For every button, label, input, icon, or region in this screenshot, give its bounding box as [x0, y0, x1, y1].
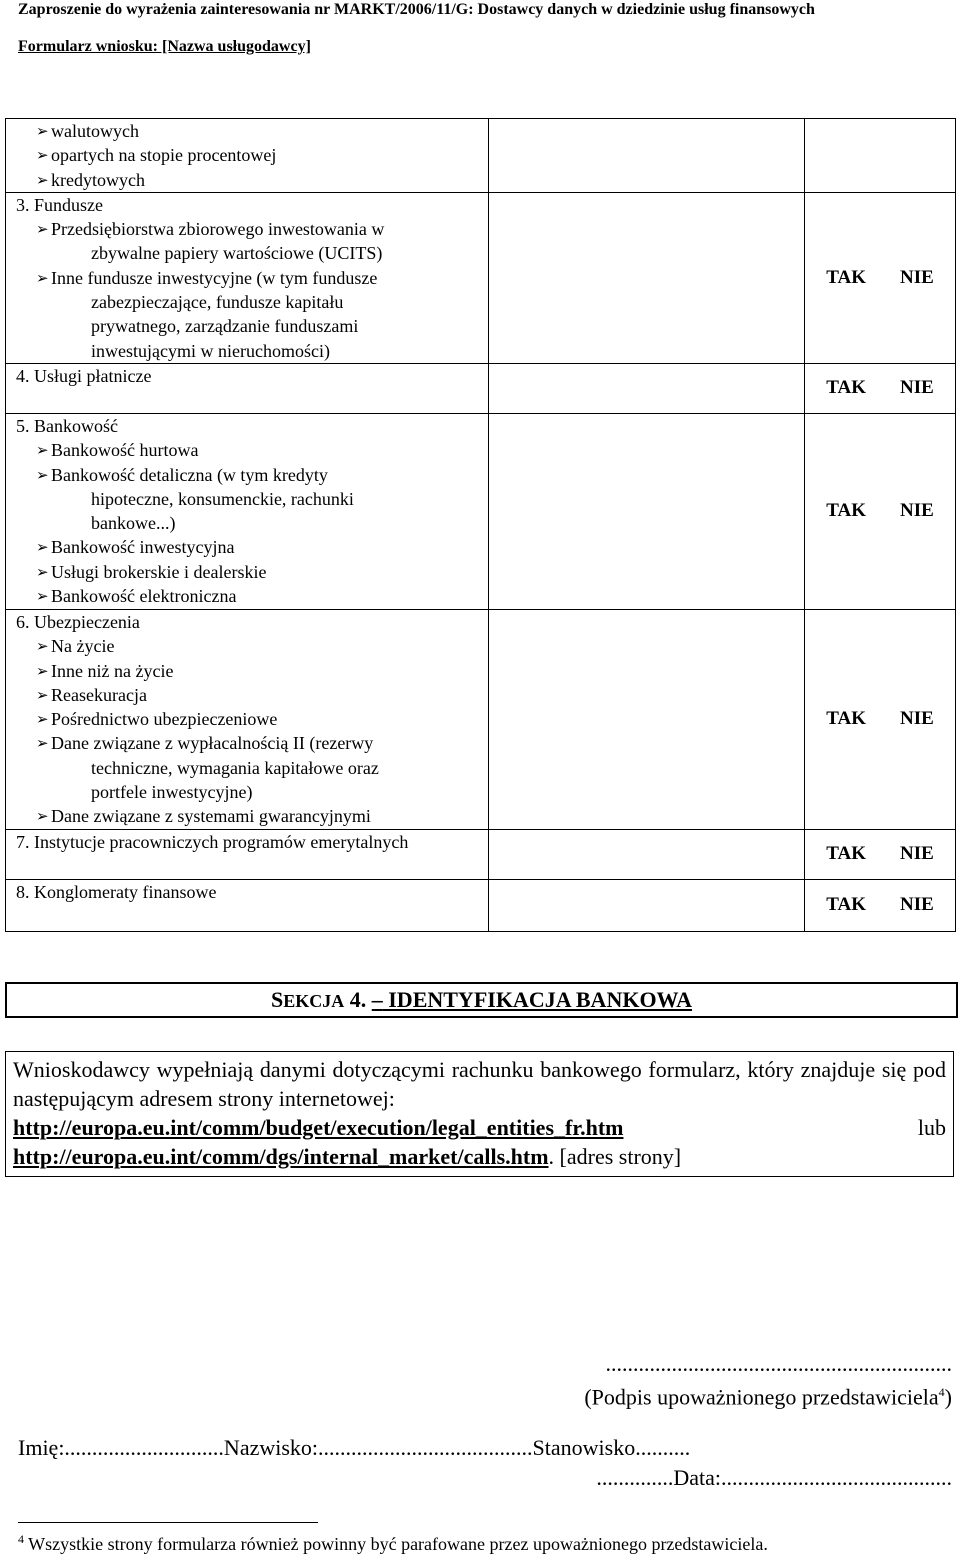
- section-title: IDENTYFIKACJA BANKOWA: [382, 987, 693, 1012]
- no-option[interactable]: NIE: [899, 377, 934, 399]
- list-item-cont: zabezpieczające, fundusze kapitału: [91, 292, 344, 313]
- or-text: lub: [917, 1115, 946, 1140]
- footnote-text: Wszystkie strony formularza również powinny być parafowane przez upoważnionego przedstawiciela.: [24, 1534, 768, 1554]
- table-row: [6, 413, 956, 609]
- list-item-cont: bankowe...): [91, 513, 176, 534]
- list-item: ➢ Na życie: [6, 634, 488, 658]
- list-item: ➢ Bankowość elektroniczna: [6, 584, 488, 608]
- list-item-cont: inwestującymi w nieruchomości): [91, 340, 330, 361]
- table-row: [6, 829, 956, 879]
- yes-no-cell[interactable]: [805, 609, 956, 829]
- list-item-cont: prywatnego, zarządzanie funduszami: [91, 316, 359, 337]
- list-item-cont: zbywalne papiery wartościowe (UCITS): [91, 243, 383, 264]
- section-dash: –: [371, 987, 383, 1012]
- no-option[interactable]: NIE: [899, 894, 934, 916]
- yes-option[interactable]: TAK: [826, 266, 866, 288]
- section-title: 7. Instytucje pracowniczych programów emerytalnych: [16, 831, 409, 852]
- section-title: 4. Usługi płatnicze: [16, 365, 152, 386]
- legal-entities-link[interactable]: http://europa.eu.int/comm/budget/execution/legal_entities_fr.htm: [13, 1115, 624, 1140]
- section-number: 4.: [344, 987, 372, 1012]
- list-item: ➢ Pośrednictwo ubezpieczeniowe: [6, 707, 488, 731]
- list-item-cont: portfele inwestycyjne): [91, 782, 253, 803]
- section-heading: [5, 982, 958, 1018]
- no-option[interactable]: NIE: [899, 500, 934, 522]
- yes-option[interactable]: TAK: [826, 500, 866, 522]
- categories-table: [5, 118, 956, 932]
- list-item: ➢ Inne niż na życie: [6, 659, 488, 683]
- yes-no-cell[interactable]: [805, 829, 956, 879]
- section-title: 5. Bankowość: [16, 415, 118, 436]
- bank-info-text: Wnioskodawcy wypełniają danymi dotyczącymi rachunku bankowego formularz, który znajduje się pod następującym adresem strony internetowej:: [13, 1057, 946, 1111]
- yes-no-cell[interactable]: [805, 363, 956, 413]
- yes-option[interactable]: TAK: [826, 708, 866, 730]
- list-item: ➢ Usługi brokerskie i dealerskie: [6, 560, 488, 584]
- list-item: ➢ kredytowych: [6, 168, 488, 192]
- yes-option[interactable]: TAK: [826, 843, 866, 865]
- list-item: ➢ Inne fundusze inwestycyjne (w tym fundusze: [6, 266, 488, 290]
- bank-info-box: [5, 1051, 954, 1177]
- footnote-number: 4: [18, 1532, 24, 1546]
- no-option[interactable]: NIE: [899, 266, 934, 288]
- footnote-separator: [18, 1522, 318, 1523]
- no-option[interactable]: NIE: [899, 708, 934, 730]
- table-row: [6, 363, 956, 413]
- signature-block: [584, 1350, 952, 1411]
- address-placeholder: . [adres strony]: [548, 1144, 682, 1169]
- list-item-cont: hipoteczne, konsumenckie, rachunki: [91, 488, 354, 509]
- section-prefix: S: [270, 987, 284, 1012]
- form-header-subtitle: Formularz wniosku: [Nazwa usługodawcy]: [18, 38, 311, 55]
- table-row: [6, 192, 956, 363]
- list-item: ➢ Dane związane z systemami gwarancyjnymi: [6, 804, 488, 828]
- section-title: 6. Ubezpieczenia: [16, 611, 140, 632]
- list-item: ➢ Bankowość detaliczna (w tym kredyty: [6, 463, 488, 487]
- list-item: ➢ Reasekuracja: [6, 683, 488, 707]
- list-item: ➢ Bankowość inwestycyjna: [6, 535, 488, 559]
- link-line-2: [13, 1142, 946, 1171]
- list-item: ➢ Bankowość hurtowa: [6, 438, 488, 462]
- yes-no-cell[interactable]: [805, 192, 956, 363]
- signatory-fields: [18, 1433, 952, 1493]
- section-prefix-small: EKCJA: [283, 991, 345, 1011]
- signature-caption: (Podpis upoważnionego przedstawiciela$^4$): [584, 1384, 952, 1410]
- no-option[interactable]: NIE: [899, 843, 934, 865]
- yes-no-cell[interactable]: [805, 879, 956, 931]
- yes-option[interactable]: TAK: [826, 377, 866, 399]
- yes-option[interactable]: TAK: [826, 894, 866, 916]
- section-title: 3. Fundusze: [16, 194, 103, 215]
- list-item: ➢ opartych na stopie procentowej: [6, 143, 488, 167]
- list-item: ➢ Przedsiębiorstwa zbiorowego inwestowania w: [6, 217, 488, 241]
- section-title: 8. Konglomeraty finansowe: [16, 881, 217, 902]
- name-fields-line[interactable]: Imię:.............................Nazwisko:.......................................Stanowisko..........: [18, 1435, 691, 1460]
- signature-line[interactable]: ...............................................................: [605, 1351, 952, 1376]
- table-row: [6, 119, 956, 193]
- document-header-title: Zaproszenie do wyrażenia zainteresowania nr MARKT/2006/11/G: Dostawcy danych w dziedzinie usług finansowych: [18, 1, 815, 18]
- yes-no-cell[interactable]: [805, 413, 956, 609]
- footnote: [18, 1532, 768, 1555]
- table-row: [6, 609, 956, 829]
- calls-link[interactable]: http://europa.eu.int/comm/dgs/internal_market/calls.htm: [13, 1144, 549, 1169]
- date-field-line[interactable]: ..............Data:..........................................: [596, 1465, 952, 1490]
- list-item: ➢ Dane związane z wypłacalnością II (rezerwy: [6, 731, 488, 755]
- list-item-cont: techniczne, wymagania kapitałowe oraz: [91, 757, 379, 778]
- footnote-ref: 4: [938, 1385, 945, 1399]
- list-item: ➢ walutowych: [6, 119, 488, 143]
- table-row: [6, 879, 956, 931]
- link-line: [13, 1113, 946, 1142]
